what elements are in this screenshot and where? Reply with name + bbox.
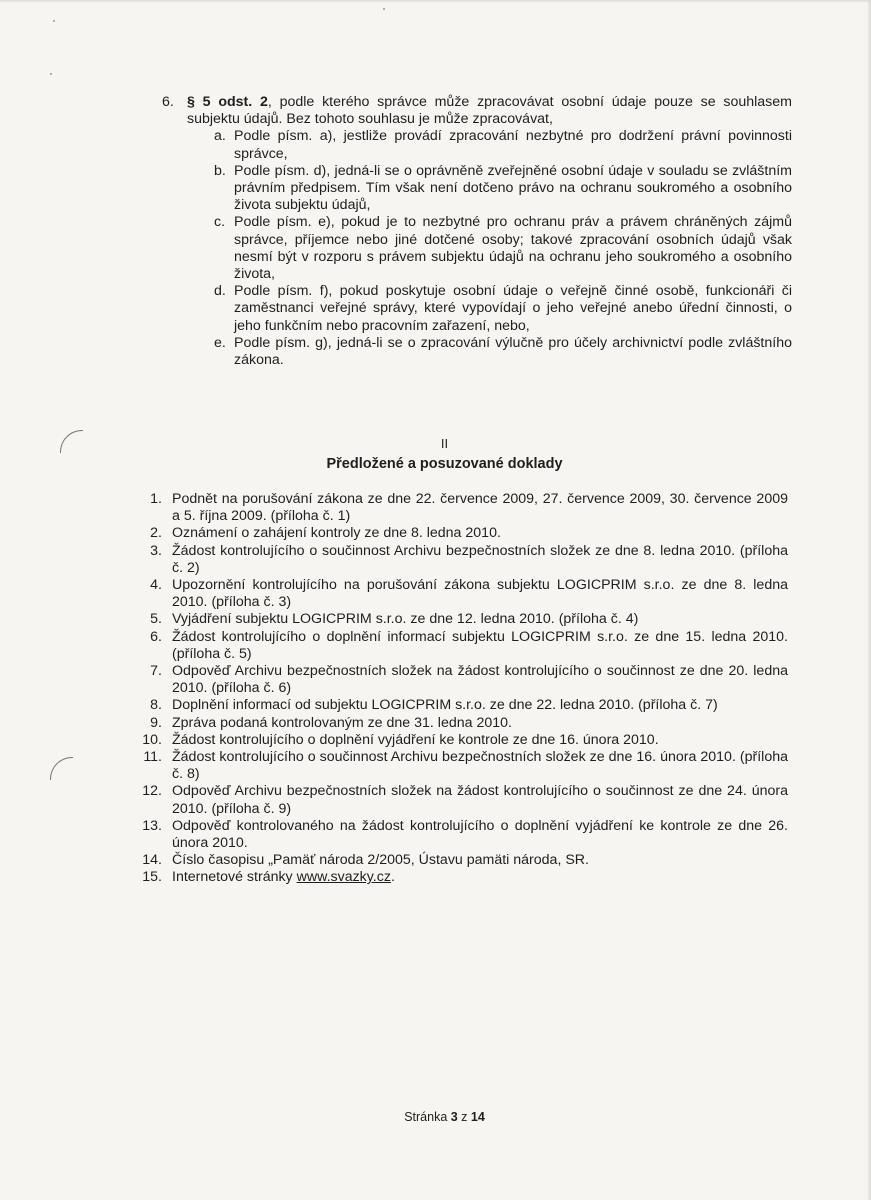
subitem-letter: a.	[214, 128, 226, 145]
document-number: 6.	[150, 628, 162, 645]
document-item	[136, 543, 788, 577]
document-text	[172, 577, 788, 611]
provision-item-6	[152, 94, 792, 369]
provision-subitem	[187, 128, 792, 162]
footer-page-number: 3	[450, 1110, 458, 1124]
document-item	[136, 525, 788, 542]
subitem-letter: d.	[214, 283, 226, 300]
document-number: 5.	[150, 611, 162, 628]
document-number: 2.	[150, 525, 162, 542]
document-item	[136, 629, 788, 663]
document-description: Podnět na porušování zákona ze dne 22. července 2009, 27. července 2009, 30. července 2009 a 5. října 2009. (příloha č. 1)	[172, 491, 788, 525]
document-description: Upozornění kontrolujícího na porušování zákona subjektu LOGICPRIM s.r.o. ze dne 8. ledna 2010. (příloha č. 3)	[172, 577, 788, 611]
document-description: Žádost kontrolujícího o součinnost Archivu bezpečnostních složek ze dne 16. února 2010. (příloha č. 8)	[172, 749, 788, 783]
document-item	[136, 869, 788, 886]
document-item	[136, 611, 788, 628]
document-trailing-punctuation: .	[390, 869, 395, 886]
document-number: 9.	[150, 714, 162, 731]
document-description: Žádost kontrolujícího o součinnost Archivu bezpečnostních složek ze dne 8. ledna 2010. (příloha č. 2)	[172, 542, 788, 576]
document-item	[136, 783, 788, 817]
document-description: Zpráva podaná kontrolovaným ze dne 31. ledna 2010.	[172, 714, 512, 731]
document-description: Internetové stránky	[172, 869, 297, 886]
document-item	[136, 491, 788, 525]
scan-speck	[50, 73, 52, 75]
document-description: Číslo časopisu „Pamäť národa 2/2005, Ústavu pamäti národa, SR.	[172, 852, 589, 869]
document-text	[172, 749, 788, 783]
provision-subitem	[187, 283, 792, 335]
footer-page-total: 14	[470, 1110, 485, 1124]
document-text	[172, 491, 788, 525]
document-text	[172, 663, 788, 697]
scan-speck	[53, 20, 55, 22]
provision-subitem	[187, 335, 792, 369]
legal-provision-list	[152, 94, 792, 369]
footer-separator: z	[457, 1110, 471, 1124]
document-number: 15.	[142, 869, 162, 886]
document-text	[172, 818, 788, 852]
document-item	[136, 732, 788, 749]
document-item	[136, 697, 788, 714]
document-item	[136, 663, 788, 697]
document-number: 3.	[150, 542, 162, 559]
document-text	[172, 783, 788, 817]
document-text	[172, 629, 788, 663]
footer-prefix: Stránka	[404, 1110, 451, 1124]
document-number: 13.	[142, 817, 162, 834]
subitem-text: Podle písm. g), jedná-li se o zpracování výlučně pro účely archivnictví podle zvláštního zákona.	[234, 334, 792, 369]
document-text	[172, 697, 788, 714]
subitem-text: Podle písm. d), jedná-li se o oprávněně zveřejněné osobní údaje v souladu se zvláštním právním předpisem. Tím však není dotčeno právo na ochranu soukromého a osobního života subjektu údajů,	[234, 162, 792, 214]
document-description: Doplnění informací od subjektu LOGICPRIM s.r.o. ze dne 22. ledna 2010. (příloha č. 7)	[172, 697, 718, 714]
subitem-letter: e.	[214, 334, 226, 351]
document-number: 7.	[150, 663, 162, 680]
document-description: Odpověď kontrolovaného na žádost kontrolujícího o doplnění vyjádření ke kontrole ze dne 26. února 2010.	[172, 817, 788, 852]
provision-body: , podle kterého správce může zpracovávat osobní údaje pouze se souhlasem subjektu údajů. Bez tohoto souhlasu je může zpracovávat,	[187, 94, 792, 128]
scan-edge-right	[867, 0, 871, 1200]
document-description: Žádost kontrolujícího o doplnění vyjádření ke kontrole ze dne 16. února 2010.	[172, 731, 659, 748]
provision-subitems	[187, 128, 792, 369]
document-number: 8.	[150, 697, 162, 714]
item-number: 6.	[162, 94, 174, 110]
document-text	[172, 869, 788, 886]
document-number: 14.	[142, 852, 162, 869]
document-item	[136, 577, 788, 611]
provision-reference: § 5 odst. 2	[187, 94, 268, 110]
subitem-text: Podle písm. a), jestliže provádí zpracování nezbytné pro dodržení právní povinnosti správce,	[234, 128, 792, 162]
document-item	[136, 715, 788, 732]
document-text	[172, 852, 788, 869]
document-description: Odpověď Archivu bezpečnostních složek na žádost kontrolujícího o součinnost ze dne 20. ledna 2010. (příloha č. 6)	[172, 663, 788, 697]
punch-hole-mark	[50, 757, 73, 780]
subitem-letter: b.	[214, 162, 226, 179]
section-title: Předložené a posuzované doklady	[326, 456, 563, 472]
document-description: Žádost kontrolujícího o doplnění informací subjektu LOGICPRIM s.r.o. ze dne 15. ledna 2010. (příloha č. 5)	[172, 628, 788, 662]
document-description: Vyjádření subjektu LOGICPRIM s.r.o. ze dne 12. ledna 2010. (příloha č. 4)	[172, 611, 639, 628]
document-number: 4.	[150, 577, 162, 594]
document-number: 12.	[142, 783, 162, 800]
page-footer	[0, 1109, 871, 1125]
provision-text	[187, 94, 792, 128]
document-text	[172, 715, 788, 732]
document-number: 11.	[143, 749, 162, 766]
document-item	[136, 852, 788, 869]
document-text	[172, 525, 788, 542]
document-text	[172, 543, 788, 577]
document-text	[172, 732, 788, 749]
documents-list	[136, 491, 788, 887]
subitem-text: Podle písm. f), pokud poskytuje osobní údaje o veřejně činné osobě, funkcionáři či zaměstnanci veřejné správy, které vypovídají o jeho veřejné anebo úřední činnosti, o jeho funkčním nebo pracovním zařazení, nebo,	[234, 283, 792, 334]
provision-subitem	[187, 163, 792, 215]
scan-edge-top	[0, 0, 871, 3]
subitem-text: Podle písm. e), pokud je to nezbytné pro ochranu práv a právem chráněných zájmů správce, příjemce nebo jiné dotčené osoby; takové zpracování osobních údajů však nesmí být v rozporu s právem subjektu údajů na ochranu jeho soukromého a osobního života,	[234, 214, 792, 283]
document-text	[172, 611, 788, 628]
scan-speck	[383, 8, 385, 10]
document-item	[136, 749, 788, 783]
website-link[interactable]: www.svazky.cz	[296, 869, 391, 886]
section-number: II	[440, 436, 449, 451]
document-description: Odpověď Archivu bezpečnostních složek na žádost kontrolujícího o součinnost ze dne 24. února 2010. (příloha č. 9)	[172, 783, 788, 817]
subitem-letter: c.	[214, 214, 226, 231]
document-description: Oznámení o zahájení kontroly ze dne 8. ledna 2010.	[172, 525, 501, 542]
document-number: 1.	[150, 491, 162, 507]
document-number: 10.	[142, 731, 162, 748]
provision-subitem	[187, 214, 792, 283]
document-item	[136, 818, 788, 852]
